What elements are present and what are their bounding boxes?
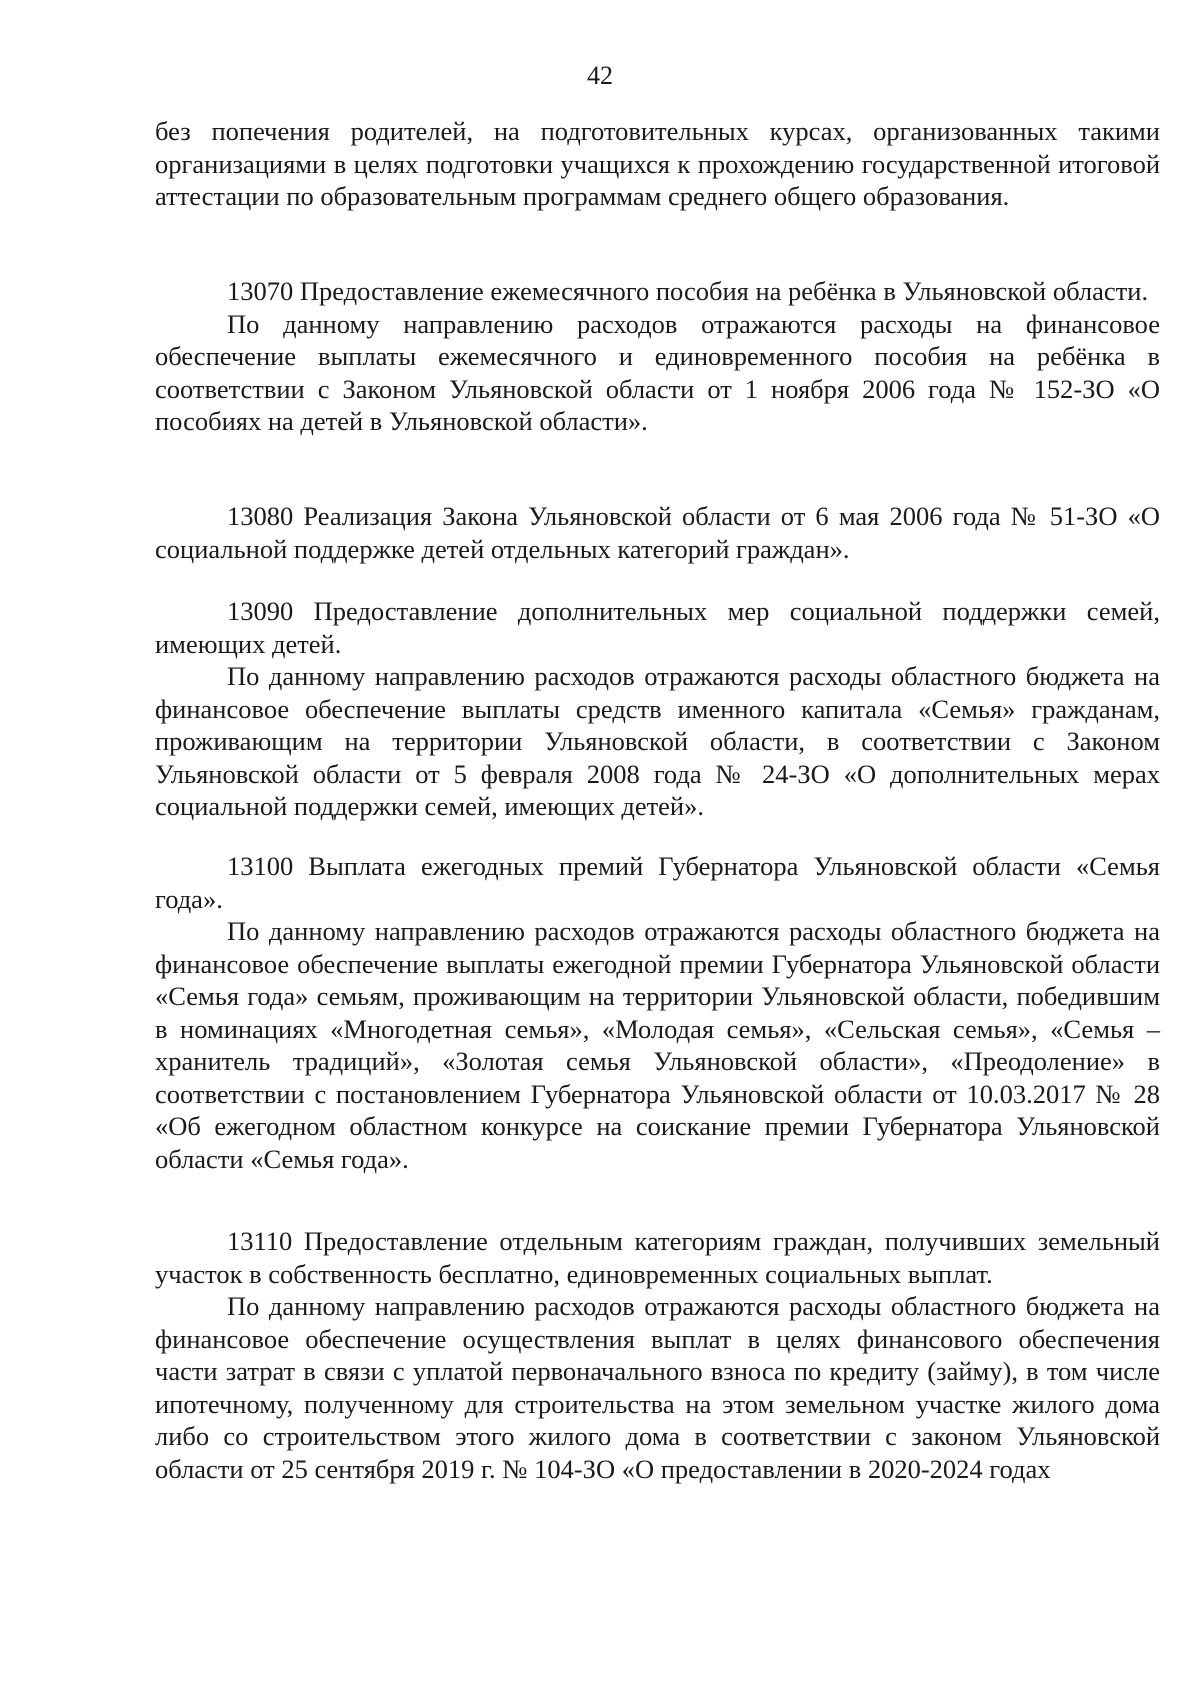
text-block-intro (155, 115, 1160, 213)
text-block-13110 (155, 1225, 1160, 1485)
paragraph-13070-description: По данному направлению расходов отражаются расходы на финансовое обеспечение выплаты ежемесячного и единовременного пособия на ребёнка в соответствии с Законом Ульяновской области от 1 ноября 2006 года № 152-ЗО «О пособиях на детей в Ульяновской области». (155, 308, 1160, 436)
section-heading-13110: 13110 Предоставление отдельным категориям граждан, получивших земельный участок в собственность бесплатно, единовременных социальных выплат. (155, 1226, 1160, 1289)
section-heading-13090: 13090 Предоставление дополнительных мер социальной поддержки семей, имеющих детей. (155, 596, 1160, 659)
paragraph-13090-description: По данному направлению расходов отражаются расходы областного бюджета на финансовое обеспечение выплаты средств именного капитала «Семья» гражданам, проживающим на территории Ульяновской области, в соответствии с Законом Ульяновской области от 5 февраля 2008 года № 24-ЗО «О дополнительных мерах социальной поддержки семей, имеющих детей». (155, 661, 1160, 821)
paragraph-13110-description: По данному направлению расходов отражаются расходы областного бюджета на финансовое обеспечение осуществления выплат в целях финансового обеспечения части затрат в связи с уплатой первоначального взноса по кредиту (займу), в том числе ипотечному, полученному для строительства на этом земельном участке жилого дома либо со строительством этого жилого дома в соответствии с законом Ульяновской области от 25 сентября 2019 г. № 104-ЗО «О предоставлении в 2020-2024 годах (155, 1291, 1160, 1484)
section-heading-13070: 13070 Предоставление ежемесячного пособия на ребёнка в Ульяновской области. (227, 276, 1149, 306)
text-block-13090 (155, 595, 1160, 823)
section-heading-13100: 13100 Выплата ежегодных премий Губернатора Ульяновской области «Семья года». (155, 851, 1160, 914)
text-block-13080 (155, 500, 1160, 565)
paragraph-13100-description: По данному направлению расходов отражаются расходы областного бюджета на финансовое обеспечение выплаты ежегодной премии Губернатора Ульяновской области «Семья года» семьям, проживающим на территории Ульяновской области, победившим в номинациях «Многодетная семья», «Молодая семья», «Сельская семья», «Семья – хранитель традиций», «Золотая семья Ульяновской области», «Преодоление» в соответствии с постановлением Губернатора Ульяновской области от 10.03.2017 № 28 «Об ежегодном областном конкурсе на соискание премии Губернатора Ульяновской области «Семья года». (155, 916, 1160, 1174)
page-number: 42 (587, 61, 613, 90)
text-block-13100 (155, 850, 1160, 1175)
paragraph-continuation: без попечения родителей, на подготовительных курсах, организованных такими организациями в целях подготовки учащихся к прохождению государственной итоговой аттестации по образовательным программам среднего общего образования. (155, 116, 1160, 211)
section-heading-13080: 13080 Реализация Закона Ульяновской области от 6 мая 2006 года № 51-ЗО «О социальной поддержке детей отдельных категорий граждан». (155, 501, 1160, 564)
text-block-13070 (155, 275, 1160, 438)
